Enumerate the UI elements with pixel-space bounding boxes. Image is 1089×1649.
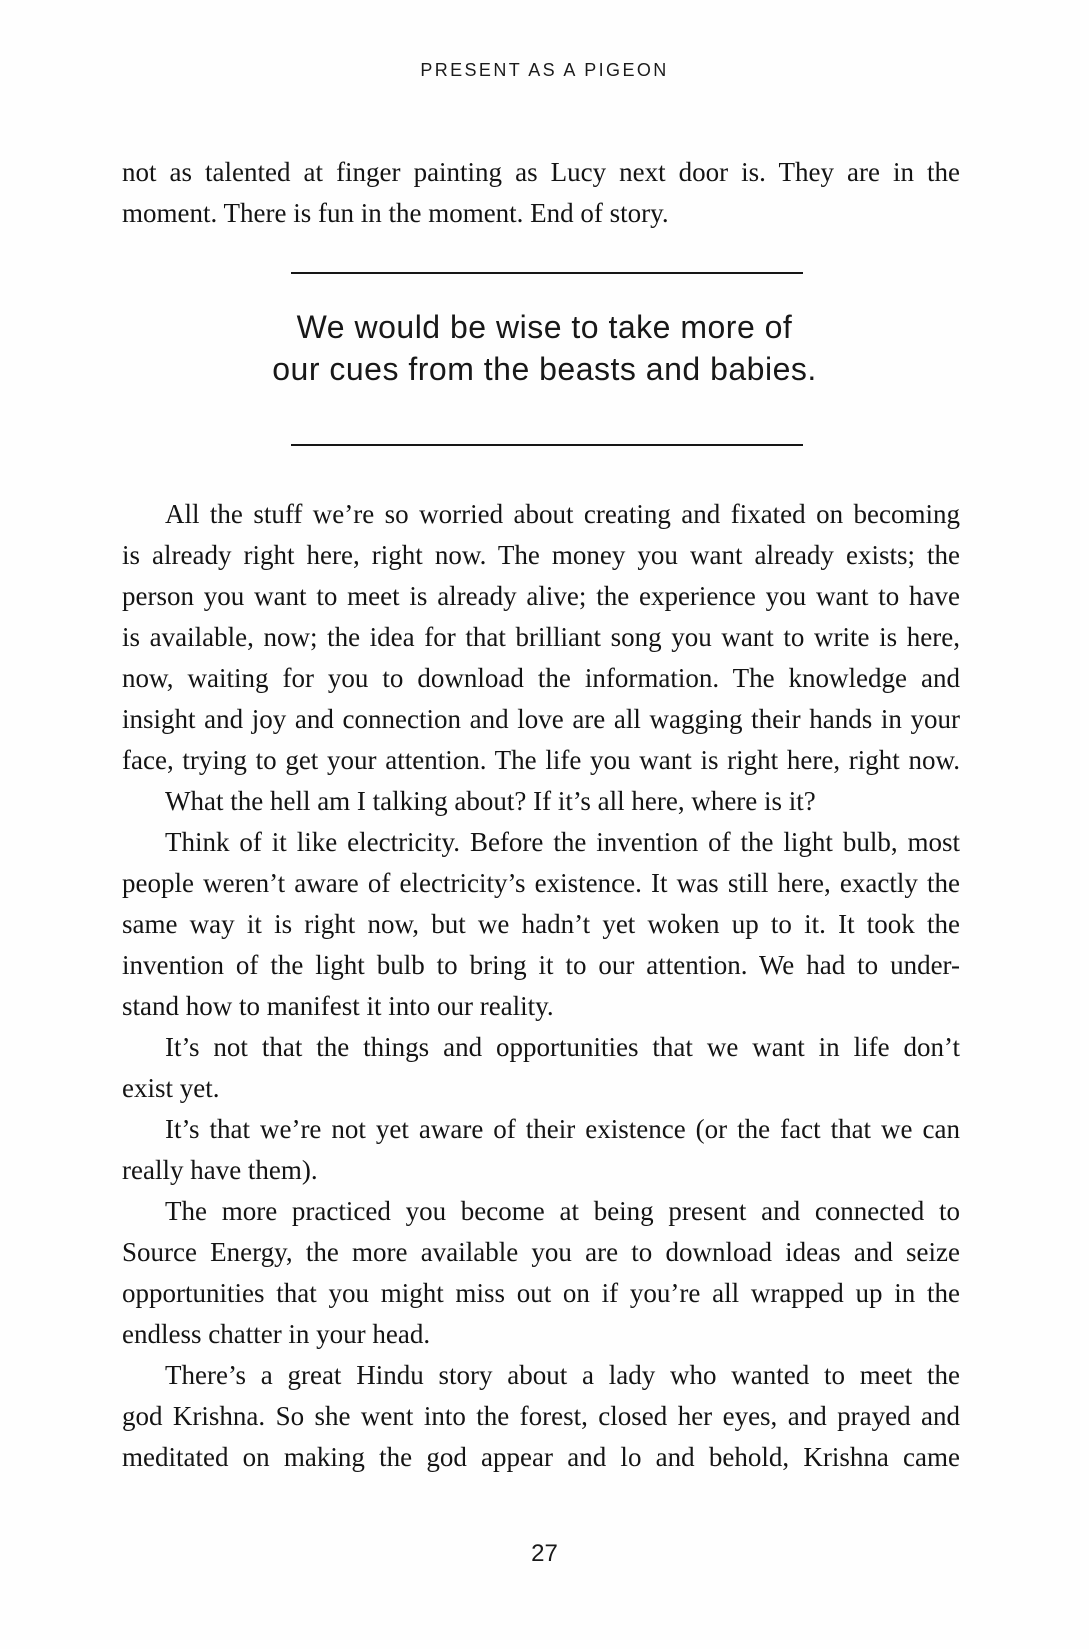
paragraph: [122, 781, 960, 822]
paragraph: [122, 1191, 960, 1355]
running-header: PRESENT AS A PIGEON: [420, 60, 669, 80]
text-line: person you want to meet is already alive; the experience you want to have: [122, 581, 960, 611]
text-line: The more practiced you become at being present and connected to: [165, 1196, 960, 1226]
paragraph: [122, 494, 960, 781]
paragraph: [122, 1027, 960, 1109]
divider-rule-bottom: [291, 444, 803, 446]
pull-quote-line: We would be wise to take more of: [296, 309, 793, 345]
text-line: people weren’t aware of electricity’s existence. It was still here, exactly the: [122, 868, 960, 898]
text-line: All the stuff we’re so worried about creating and fixated on becoming: [165, 499, 960, 529]
paragraph: [122, 1109, 960, 1191]
text-line: insight and joy and connection and love are all wagging their hands in your: [122, 704, 960, 734]
intro-paragraphs: [122, 152, 960, 234]
text-line: endless chatter in your head.: [122, 1319, 431, 1349]
pull-quote-line: our cues from the beasts and babies.: [272, 351, 817, 387]
text-line: not as talented at finger painting as Lucy next door is. They are in the: [122, 157, 960, 187]
text-line: exist yet.: [122, 1073, 220, 1103]
paragraph: [122, 822, 960, 1027]
text-line: Source Energy, the more available you are to download ideas and seize: [122, 1237, 960, 1267]
text-line: Think of it like electricity. Before the invention of the light bulb, most: [165, 827, 960, 857]
paragraph: [122, 1355, 960, 1478]
text-line: same way it is right now, but we hadn’t yet woken up to it. It took the: [122, 909, 960, 939]
text-line: now, waiting for you to download the information. The knowledge and: [122, 663, 960, 693]
text-line: moment. There is fun in the moment. End of story.: [122, 198, 669, 228]
divider-rule-top: [291, 272, 803, 274]
page-number: 27: [531, 1540, 558, 1567]
paragraph: [122, 152, 960, 234]
text-line: It’s that we’re not yet aware of their existence (or the fact that we can: [165, 1114, 960, 1144]
body-text: [122, 494, 960, 1478]
text-line: What the hell am I talking about? If it’s all here, where is it?: [165, 786, 816, 816]
text-line: meditated on making the god appear and lo and behold, Krishna came: [122, 1442, 960, 1472]
text-line: invention of the light bulb to bring it to our attention. We had to under-: [122, 950, 960, 980]
text-line: really have them).: [122, 1155, 318, 1185]
text-line: There’s a great Hindu story about a lady who wanted to meet the: [165, 1360, 960, 1390]
pull-quote: [0, 306, 1089, 390]
text-line: god Krishna. So she went into the forest, closed her eyes, and prayed and: [122, 1401, 960, 1431]
text-line: is already right here, right now. The money you want already exists; the: [122, 540, 960, 570]
text-line: face, trying to get your attention. The life you want is right here, right now.: [122, 745, 960, 775]
text-line: It’s not that the things and opportunities that we want in life don’t: [165, 1032, 960, 1062]
text-line: stand how to manifest it into our reality.: [122, 991, 554, 1021]
text-line: is available, now; the idea for that brilliant song you want to write is here,: [122, 622, 960, 652]
text-line: opportunities that you might miss out on if you’re all wrapped up in the: [122, 1278, 960, 1308]
